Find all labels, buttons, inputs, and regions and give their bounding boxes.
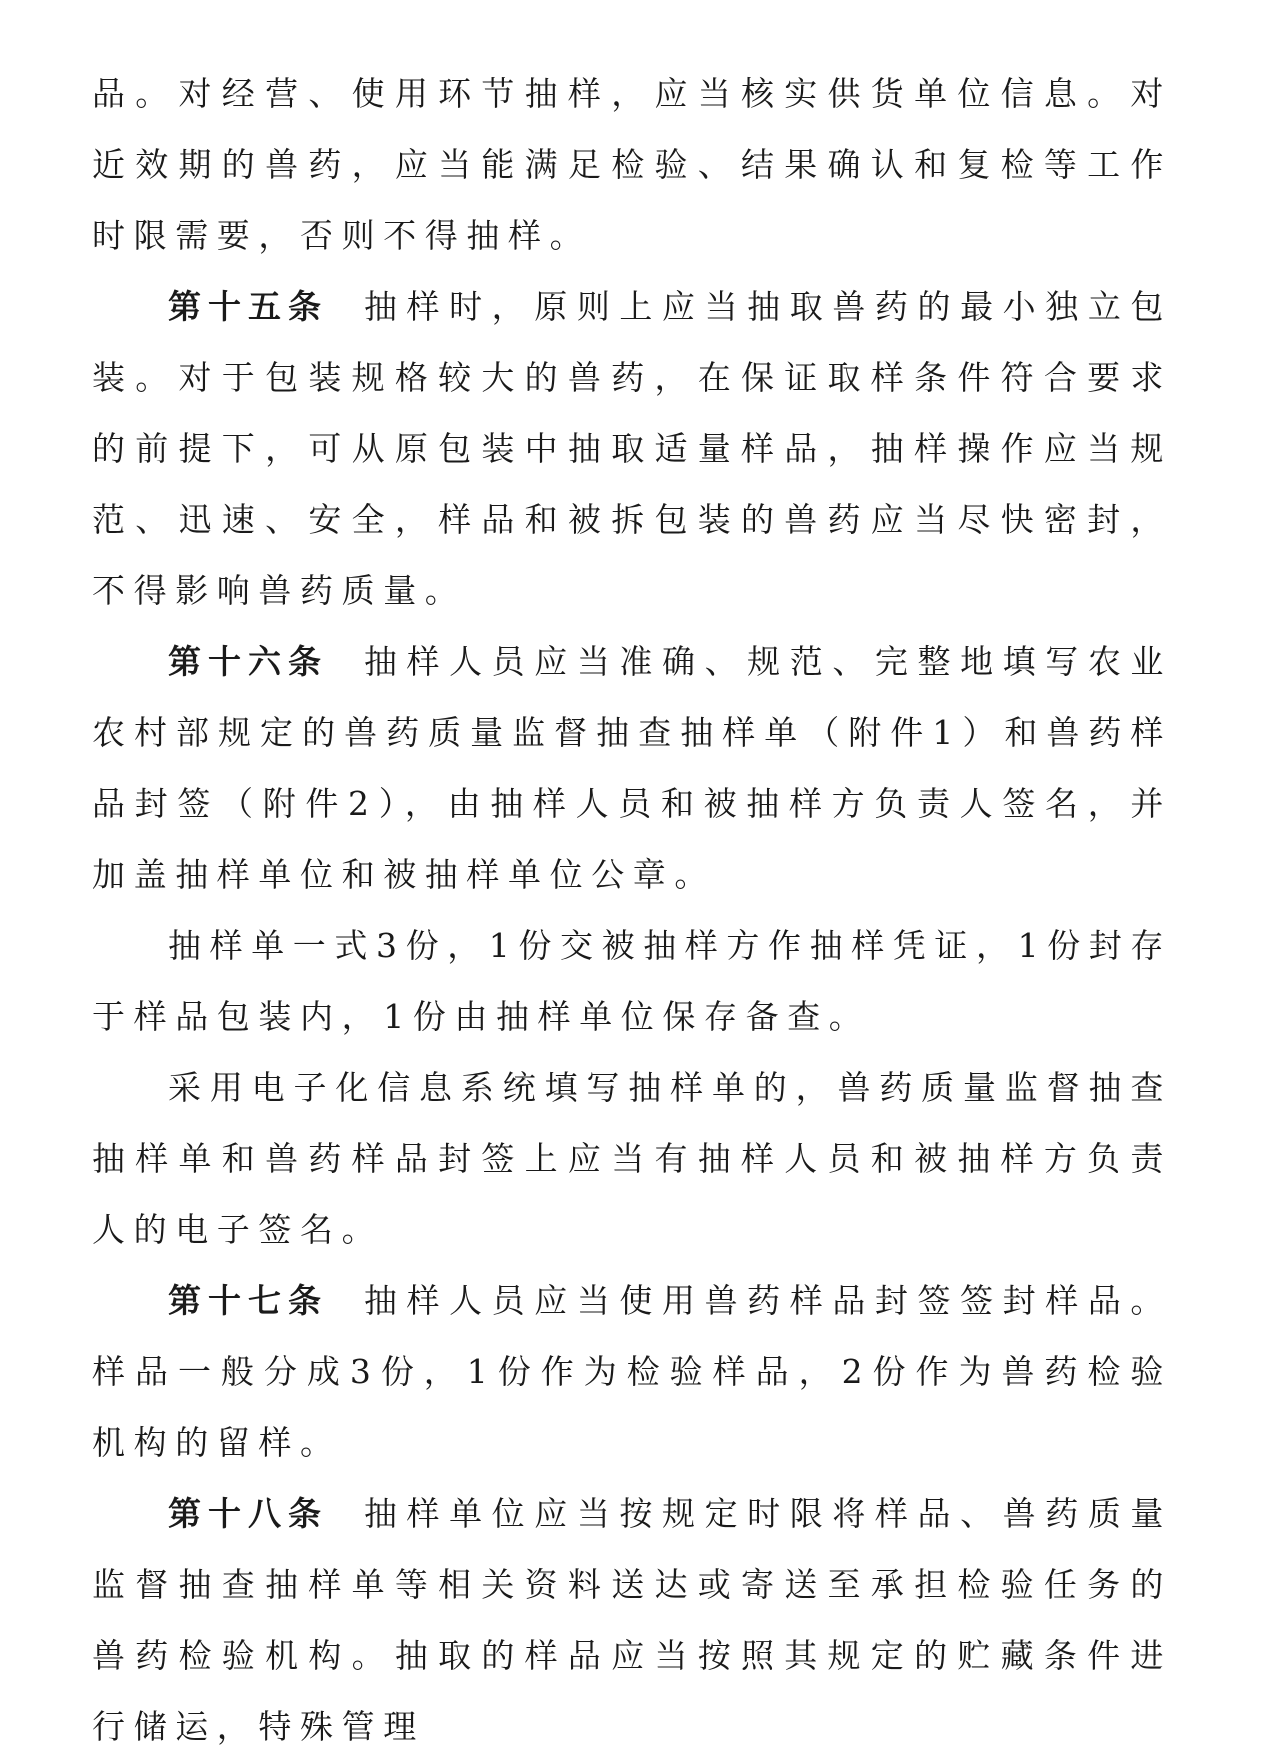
paragraph-article-16 — [92, 626, 1172, 910]
article-number: 第十六条 — [168, 642, 328, 681]
paragraph-article-18 — [92, 1478, 1172, 1762]
paragraph-article-16-part-2 — [92, 910, 1172, 1052]
paragraph-text: 抽样人员应当使用兽药样品封签签封样品。样品一般分成3份，1份作为检验样品，2份作为兽药检验机构的留样。 — [92, 1281, 1173, 1462]
paragraph-text: 抽样时，原则上应当抽取兽药的最小独立包装。对于包装规格较大的兽药，在保证取样条件符合要求的前提下，可从原包装中抽取适量样品，抽样操作应当规范、迅速、安全，样品和被拆包装的兽药应当尽快密封，不得影响兽药质量。 — [92, 287, 1173, 610]
article-number: 第十八条 — [168, 1494, 328, 1533]
paragraph-text: 采用电子化信息系统填写抽样单的，兽药质量监督抽查抽样单和兽药样品封签上应当有抽样人员和被抽样方负责人的电子签名。 — [92, 1068, 1172, 1249]
paragraph-text: 抽样单位应当按规定时限将样品、兽药质量监督抽查抽样单等相关资料送达或寄送至承担检验任务的兽药检验机构。抽取的样品应当按照其规定的贮藏条件进行储运，特殊管理 — [92, 1494, 1173, 1746]
paragraph-text: 抽样单一式3份，1份交被抽样方作抽样凭证，1份封存于样品包装内，1份由抽样单位保存备查。 — [92, 926, 1172, 1036]
paragraph-article-17 — [92, 1265, 1172, 1478]
document-page — [92, 58, 1172, 1762]
paragraph-article-15 — [92, 271, 1172, 626]
article-number: 第十七条 — [168, 1281, 328, 1320]
paragraph-article-16-part-3 — [92, 1052, 1172, 1265]
paragraph-text: 抽样人员应当准确、规范、完整地填写农业农村部规定的兽药质量监督抽查抽样单（附件1）和兽药样品封签（附件2），由抽样人员和被抽样方负责人签名，并加盖抽样单位和被抽样单位公章。 — [92, 642, 1173, 894]
paragraph-continuation — [92, 58, 1172, 271]
article-number: 第十五条 — [168, 287, 328, 326]
paragraph-text: 品。对经营、使用环节抽样，应当核实供货单位信息。对近效期的兽药，应当能满足检验、结果确认和复检等工作时限需要，否则不得抽样。 — [92, 74, 1172, 255]
